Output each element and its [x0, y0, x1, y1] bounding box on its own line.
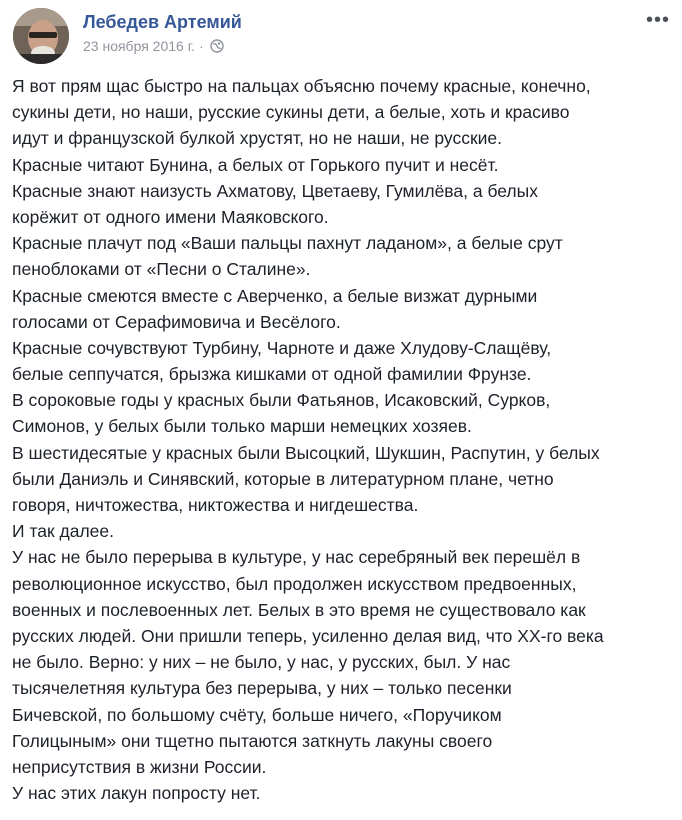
post-meta: [83, 38, 224, 54]
post-text-line: военных и послевоенных лет. Белых в это время не существовало как: [12, 599, 586, 620]
post-text-line: сукины дети, но наши, русские сукины дети, а белые, хоть и красиво: [12, 102, 570, 123]
post-text-line: идут и французской булкой хрустят, но не наши, не русские.: [12, 128, 502, 149]
post-text-line: В сороковые годы у красных были Фатьянов, Исаковский, Сурков,: [12, 390, 551, 411]
post-text-line: У нас не было перерыва в культуре, у нас серебряный век перешёл в: [12, 547, 581, 568]
post-text-line: тысячелетняя культура без перерыва, у них – только песенки: [12, 678, 512, 699]
post-text-line: революционное искусство, был продолжен искусством предвоенных,: [12, 573, 577, 594]
post-text-line: пеноблоками от «Песни о Сталине».: [12, 259, 311, 280]
post-text-line: Красные читают Бунина, а белых от Горького пучит и несёт.: [12, 154, 499, 175]
post-text-line: корёжит от одного имени Маяковского.: [12, 206, 329, 227]
post-body: [12, 73, 674, 806]
post-text-line: неприсутствия в жизни России.: [12, 756, 267, 777]
post-text-line: белые сеппучатся, брызжа кишками от одной фамилии Фрунзе.: [12, 364, 532, 385]
more-options-icon[interactable]: •••: [645, 9, 670, 31]
post-date[interactable]: 23 ноября 2016 г.: [83, 38, 195, 54]
post-text-line: Красные плачут под «Ваши пальцы пахнут ладаном», а белые срут: [12, 233, 563, 254]
post-text-line: русских людей. Они пришли теперь, усиленно делая вид, что ХХ-го века: [12, 625, 604, 646]
post-text-line: не было. Верно: у них – не было, у нас, у русских, был. У нас: [12, 652, 511, 673]
post-text-line: голосами от Серафимовича и Весёлого.: [12, 311, 341, 332]
globe-icon[interactable]: [210, 39, 224, 53]
post-text-line: Бичевской, по большому счёту, больше ничего, «Поручиком: [12, 704, 502, 725]
post-text-line: Красные знают наизусть Ахматову, Цветаеву, Гумилёва, а белых: [12, 180, 538, 201]
post-text-line: говоря, ничтожества, никтожества и нигдешества.: [12, 495, 419, 515]
author-name[interactable]: Лебедев Артемий: [83, 12, 242, 32]
post-text-line: В шестидесятые у красных были Высоцкий, Шукшин, Распутин, у белых: [12, 442, 600, 463]
meta-separator: ·: [199, 38, 204, 54]
post-text-line: Голицыным» они тщетно пытаются заткнуть лакуны своего: [12, 730, 493, 751]
post-text-line: Красные смеются вместе с Аверченко, а белые визжат дурными: [12, 285, 538, 306]
post-text-line: были Даниэль и Синявский, которые в литературном плане, четно: [12, 468, 554, 489]
post-text-line: И так далее.: [12, 521, 114, 542]
post-text-line: Красные сочувствуют Турбину, Чарноте и даже Хлудову-Слащёву,: [12, 337, 552, 358]
post-text-line: Я вот прям щас быстро на пальцах объясню почему красные, конечно,: [12, 76, 591, 96]
avatar[interactable]: [13, 8, 69, 64]
post-text-line: Симонов, у белых были только марши немецких хозяев.: [12, 416, 472, 437]
post-text-line: У нас этих лакун попросту нет.: [12, 783, 261, 804]
post-header: [0, 0, 682, 66]
